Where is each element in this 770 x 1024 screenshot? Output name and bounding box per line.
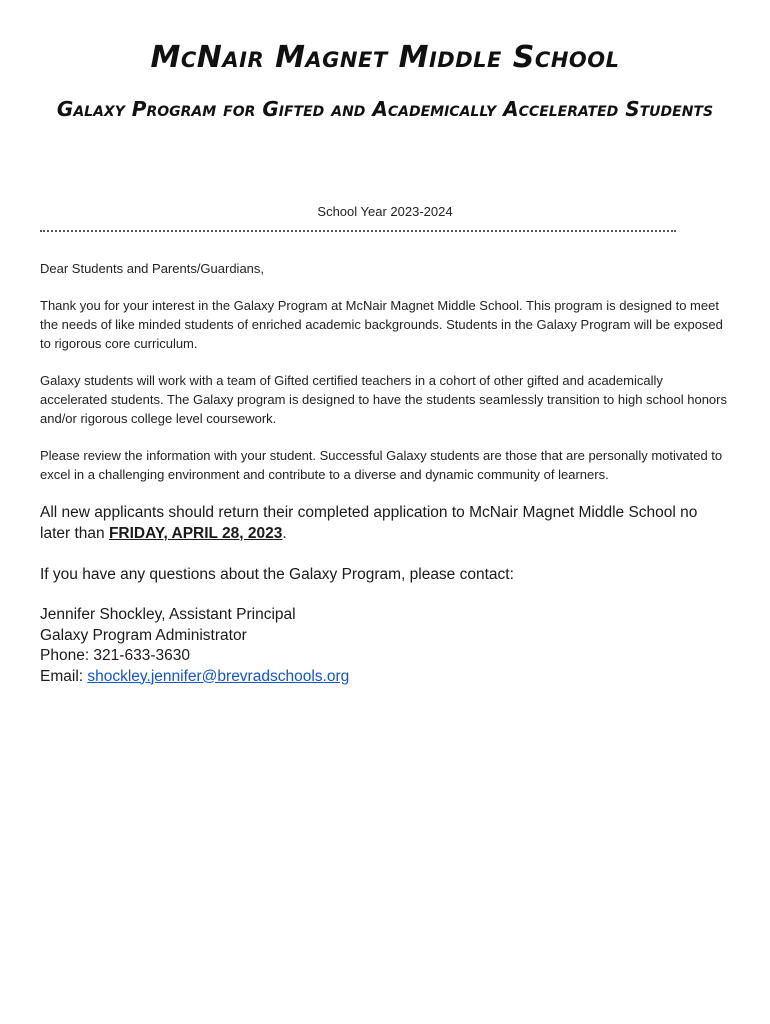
letter-paragraph-intro: Thank you for your interest in the Galaxy Program at McNair Magnet Middle School. This program is designed to meet the needs of like minded students of enriched academic backgrounds. Students in the Galaxy Program will be exposed to rigorous core curriculum.	[40, 298, 723, 351]
deadline-intro: All new applicants should return their completed application to McNair Magnet Middle School no later than	[40, 504, 698, 542]
contact-email-label: Email:	[40, 667, 88, 685]
program-subtitle: Galaxy Program for Gifted and Academically Accelerated Students	[56, 97, 714, 121]
contact-email-link[interactable]: shockley.jennifer@brevradschools.org	[87, 667, 350, 685]
contact-email-row	[40, 667, 730, 688]
contact-role: Galaxy Program Administrator	[40, 626, 247, 644]
contact-block	[40, 605, 730, 687]
deadline-date: FRIDAY, APRIL 28, 2023	[108, 524, 283, 542]
dotted-divider	[40, 230, 676, 232]
school-year: School Year 2023-2024	[317, 204, 453, 219]
page-title: McNair Magnet Middle School	[150, 40, 620, 75]
letter-paragraph-review: Please review the information with your student. Successful Galaxy students are those that are personally motivated to excel in a challenging environment and contribute to a diverse and dynamic community of learners.	[40, 448, 723, 482]
questions-line: If you have any questions about the Galaxy Program, please contact:	[40, 566, 514, 583]
contact-phone: Phone: 321-633-3630	[40, 647, 190, 664]
letter-greeting: Dear Students and Parents/Guardians,	[40, 261, 265, 276]
letter-paragraph-teachers: Galaxy students will work with a team of Gifted certified teachers in a cohort of other gifted and academically accelerated students. The Galaxy program is designed to have the students seamlessly transition to high school honors and/or rigorous college level coursework.	[40, 373, 727, 426]
deadline-end: .	[282, 524, 287, 542]
deadline-paragraph	[40, 503, 730, 544]
contact-name: Jennifer Shockley, Assistant Principal	[40, 606, 296, 623]
